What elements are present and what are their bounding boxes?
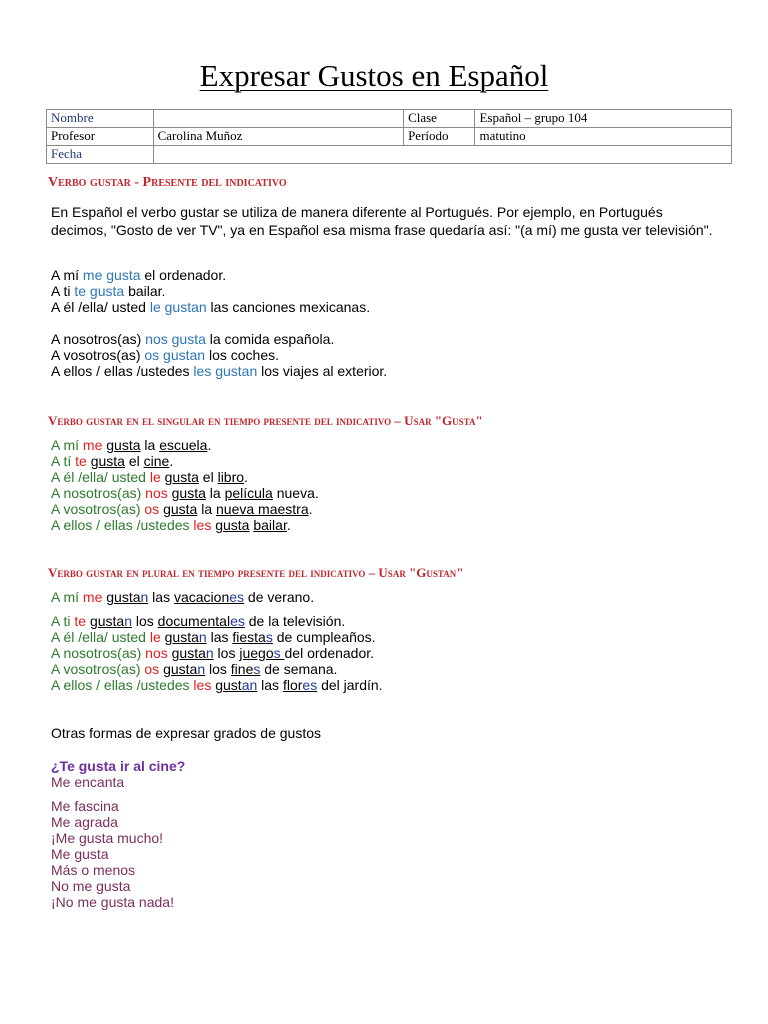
grados-intro: Otras formas de expresar grados de gustos — [51, 725, 322, 741]
table-row — [47, 110, 732, 128]
plural-line: A él /ella/ usted le gustan las fiestas de cumpleaños. — [51, 629, 376, 645]
example-line: A vosotros(as) os gustan los coches. — [51, 347, 280, 363]
intro-paragraph: En Español el verbo gustar se utiliza de manera diferente al Portugués. Por ejemplo, en Portugués decimos, "Gosto de ver TV", ya en Español esa misma frase quedaría así: "(a mí) me gusta ver televisión". — [51, 204, 713, 238]
example-line: A nosotros(as) nos gusta la comida española. — [51, 331, 335, 347]
page-title: Expresar Gustos en Español — [199, 58, 549, 93]
table-row — [47, 146, 732, 164]
example-line: A él /ella/ usted le gustan las canciones mexicanas. — [51, 299, 371, 315]
grados-option: ¡No me gusta nada! — [51, 894, 174, 910]
grados-option: Me fascina — [51, 798, 119, 814]
plural-line: A vosotros(as) os gustan los fines de semana. — [51, 661, 338, 677]
grados-option: Me agrada — [51, 814, 118, 830]
fecha-field[interactable] — [153, 146, 731, 164]
profesor-label: Profesor — [47, 128, 154, 146]
example-line: A ellos / ellas /ustedes les gustan los viajes al exterior. — [51, 363, 388, 379]
example-line: A ti te gusta bailar. — [51, 283, 166, 299]
plural-line: A ti te gustan los documentales de la televisión. — [51, 613, 346, 629]
nombre-field[interactable] — [153, 110, 403, 128]
grados-option: ¡Me gusta mucho! — [51, 830, 164, 846]
student-info-table — [46, 109, 732, 164]
grados-option: No me gusta — [51, 878, 131, 894]
periodo-label: Período — [404, 128, 475, 146]
section-heading-plural: Verbo gustar en plural en tiempo presente del indicativo – Usar "Gustan" — [48, 565, 464, 580]
grados-question: ¿Te gusta ir al cine? — [51, 758, 186, 774]
periodo-value: matutino — [475, 128, 732, 146]
profesor-value: Carolina Muñoz — [153, 128, 403, 146]
clase-value: Español – grupo 104 — [475, 110, 732, 128]
singular-line: A tí te gusta el cine. — [51, 453, 174, 469]
grados-option: Me encanta — [51, 774, 125, 790]
plural-line: A nosotros(as) nos gustan los juegos del ordenador. — [51, 645, 375, 661]
table-row — [47, 128, 732, 146]
singular-line: A vosotros(as) os gusta la nueva maestra. — [51, 501, 313, 517]
singular-line: A él /ella/ usted le gusta el libro. — [51, 469, 248, 485]
example-line: A mí me gusta el ordenador. — [51, 267, 227, 283]
fecha-label: Fecha — [47, 146, 154, 164]
plural-line: A mí me gustan las vacaciones de verano. — [51, 589, 315, 605]
singular-line: A mí me gusta la escuela. — [51, 437, 212, 453]
section-heading-presente: Verbo gustar - Presente del indicativo — [48, 175, 287, 190]
clase-label: Clase — [404, 110, 475, 128]
section-heading-singular: Verbo gustar en el singular en tiempo presente del indicativo – Usar "Gusta" — [48, 413, 483, 428]
plural-line: A ellos / ellas /ustedes les gustan las flores del jardín. — [51, 677, 383, 693]
nombre-label: Nombre — [47, 110, 154, 128]
grados-option: Me gusta — [51, 846, 109, 862]
grados-option: Más o menos — [51, 862, 136, 878]
singular-line: A nosotros(as) nos gusta la película nueva. — [51, 485, 319, 501]
singular-line: A ellos / ellas /ustedes les gusta bailar. — [51, 517, 291, 533]
